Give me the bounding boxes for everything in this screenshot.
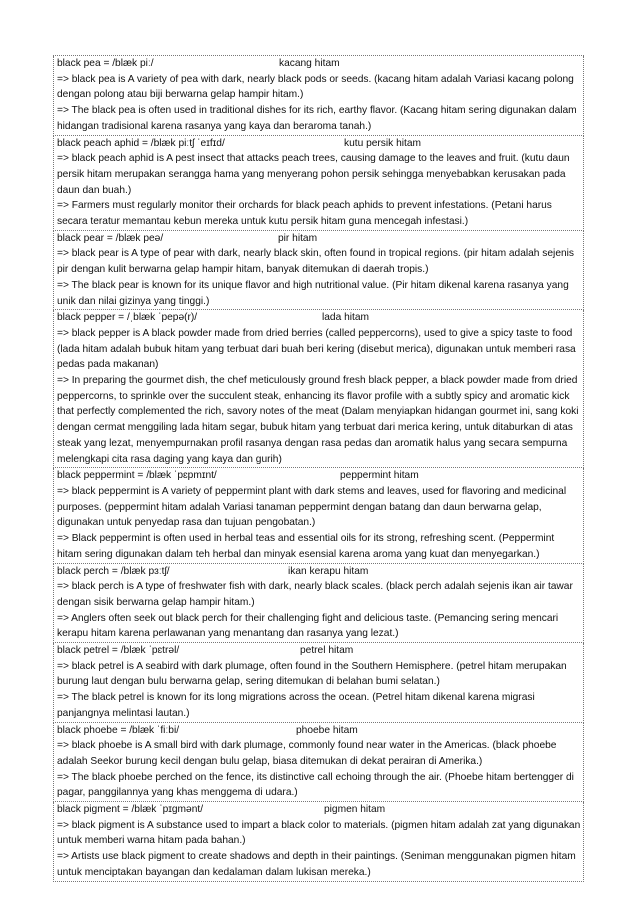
entry-term: black pigment = /blæk ˈpɪgmənt/ <box>57 804 204 816</box>
entry-black-peppermint <box>53 468 584 563</box>
entry-headword <box>57 310 581 326</box>
entry-example: => In preparing the gourmet dish, the chef meticulously ground fresh black pepper, a black powder made from dried peppercorns, to sprinkle over the succulent steak, enhancing its flavor profile with a subtly spicy and aromatic kick that perfectly complemented the rich, savory notes of the meat (Dalam menyiapkan hidangan gourmet ini, sang koki dengan cermat menggiling lada hitam segar, bubuk hitam yang terbuat dari merica kering, untuk ditaburkan di atas steak yang lezat, menyempurnakan profil rasanya dengan rasa pedas dan aromatik halus yang secara sempurna melengkapi cita rasa daging yang kaya dan gurih) <box>57 375 579 465</box>
entry-black-pepper <box>53 310 584 468</box>
entry-definition: => black pepper is A black powder made from dried berries (called peppercorns), used to give a spicy taste to food (lada hitam adalah bubuk hitam yang terbuat dari buah beri kering (disebut merica), digunakan untuk memberi rasa pedas pada makanan) <box>57 327 576 371</box>
entry-black-pigment <box>53 802 584 882</box>
entry-black-pea <box>53 56 584 136</box>
entry-black-phoebe <box>53 723 584 803</box>
entry-example: => The black pea is often used in traditional dishes for its rich, earthy flavor. (Kacang hitam sering digunakan dalam hidangan tradisional karena rasanya yang kaya dan beraroma tanah.) <box>57 105 577 132</box>
entry-headword <box>57 136 581 152</box>
entry-headword <box>57 723 581 739</box>
entry-translation: kacang hitam <box>279 58 340 69</box>
entry-definition: => black perch is A type of freshwater fish with dark, nearly black scales. (black perch adalah sejenis ikan air tawar dengan sisik berwarna gelap hampir hitam.) <box>57 581 573 608</box>
entry-headword <box>57 564 581 580</box>
entry-headword <box>57 231 581 247</box>
entry-term: black pepper = /ˌblæk ˈpepə(r)/ <box>57 312 198 324</box>
entry-black-peach-aphid <box>53 136 584 231</box>
entry-translation: phoebe hitam <box>296 724 358 736</box>
entry-term: black perch = /blæk pɜːtʃ/ <box>57 565 170 577</box>
entry-term: black peppermint = /blæk ˈpɛpmɪnt/ <box>57 470 217 482</box>
entry-translation: lada hitam <box>322 312 370 324</box>
entry-example: => Artists use black pigment to create shadows and depth in their paintings. (Seniman menggunakan pigmen hitam untuk menciptakan bayangan dan kedalaman dalam lukisan mereka.) <box>57 851 576 878</box>
entry-translation: pir hitam <box>278 232 318 244</box>
entry-black-petrel <box>53 643 584 723</box>
entry-headword <box>57 468 581 484</box>
entry-black-perch <box>53 564 584 644</box>
entry-example: => The black petrel is known for its long migrations across the ocean. (Petrel hitam dikenal karena migrasi panjangnya melintasi lautan.) <box>57 692 535 719</box>
entry-definition: => black pea is A variety of pea with dark, nearly black pods or seeds. (kacang hitam adalah Variasi kacang polong dengan polong atau biji berwarna gelap hampir hitam.) <box>57 73 574 101</box>
entry-example: => Farmers must regularly monitor their orchards for black peach aphids to prevent infestations. (Petani harus secara teratur memantau kebun mereka untuk kutu persik hitam guna mencegah infestasi.) <box>57 200 552 228</box>
entry-example: => The black phoebe perched on the fence, its distinctive call echoing through the air. (Phoebe hitam bertengger di pagar, panggilannya yang khas menggema di udara.) <box>57 771 574 799</box>
entry-definition: => black phoebe is A small bird with dark plumage, commonly found near water in the Americas. (black phoebe adalah Seekor burung kecil dengan bulu gelap, biasa ditemukan di dekat perairan di Amerika.) <box>57 740 557 767</box>
entry-headword <box>57 802 581 818</box>
entry-headword <box>57 56 581 72</box>
entry-term: black pea = /blæk piː/ <box>57 58 154 69</box>
entry-definition: => black pigment is A substance used to impart a black color to materials. (pigmen hitam adalah zat yang digunakan untuk memberi warna hitam pada bahan.) <box>57 819 581 847</box>
entry-translation: peppermint hitam <box>340 470 419 482</box>
entry-term: black petrel = /blæk ˈpɛtrəl/ <box>57 645 180 657</box>
entry-definition: => black pear is A type of pear with dark, nearly black skin, often found in tropical regions. (pir hitam adalah sejenis pir dengan kulit berwarna gelap hampir hitam, banyak ditemukan di daerah tropis.) <box>57 248 575 276</box>
entry-example: => Anglers often seek out black perch for their challenging fight and delicious taste. (Pemancing sering mencari kerapu hitam karena perlawanan yang menantang dan rasanya yang lezat.) <box>57 612 559 640</box>
entry-term: black phoebe = /blæk ˈfiːbi/ <box>57 724 180 736</box>
entry-term: black peach aphid = /blæk piːtʃ ˈeɪfɪd/ <box>57 137 225 149</box>
dictionary-entries <box>53 55 584 882</box>
entry-translation: kutu persik hitam <box>344 137 422 149</box>
entry-translation: pigmen hitam <box>324 804 386 816</box>
entry-translation: ikan kerapu hitam <box>288 565 369 577</box>
entry-example: => Black peppermint is often used in herbal teas and essential oils for its strong, refreshing scent. (Peppermint hitam sering digunakan dalam teh herbal dan minyak esensial karena aroma yang kuat dan menyegarkan.) <box>57 533 555 560</box>
entry-example: => The black pear is known for its unique flavor and high nutritional value. (Pir hitam dikenal karena rasanya yang unik dan nilai gizinya yang tinggi.) <box>57 279 569 307</box>
entry-black-pear <box>53 231 584 311</box>
entry-translation: petrel hitam <box>300 645 354 657</box>
entry-headword <box>57 643 581 659</box>
entry-definition: => black peppermint is A variety of peppermint plant with dark stems and leaves, used for flavoring and medicinal purposes. (peppermint hitam adalah Variasi tanaman peppermint dengan batang dan daun berwarna gelap, digunakan untuk penyedap rasa dan tujuan pengobatan.) <box>57 485 567 529</box>
entry-definition: => black petrel is A seabird with dark plumage, often found in the Southern Hemisphere. (petrel hitam merupakan burung laut dengan bulu berwarna gelap, sering ditemukan di belahan bumi selatan.) <box>57 660 567 688</box>
entry-definition: => black peach aphid is A pest insect that attacks peach trees, causing damage to the leaves and fruit. (kutu daun persik hitam merupakan serangga hama yang menyerang pohon persik sehingga menyebabkan kerusakan pada daun dan buah.) <box>57 153 570 196</box>
entry-term: black pear = /blæk peə/ <box>57 232 164 244</box>
